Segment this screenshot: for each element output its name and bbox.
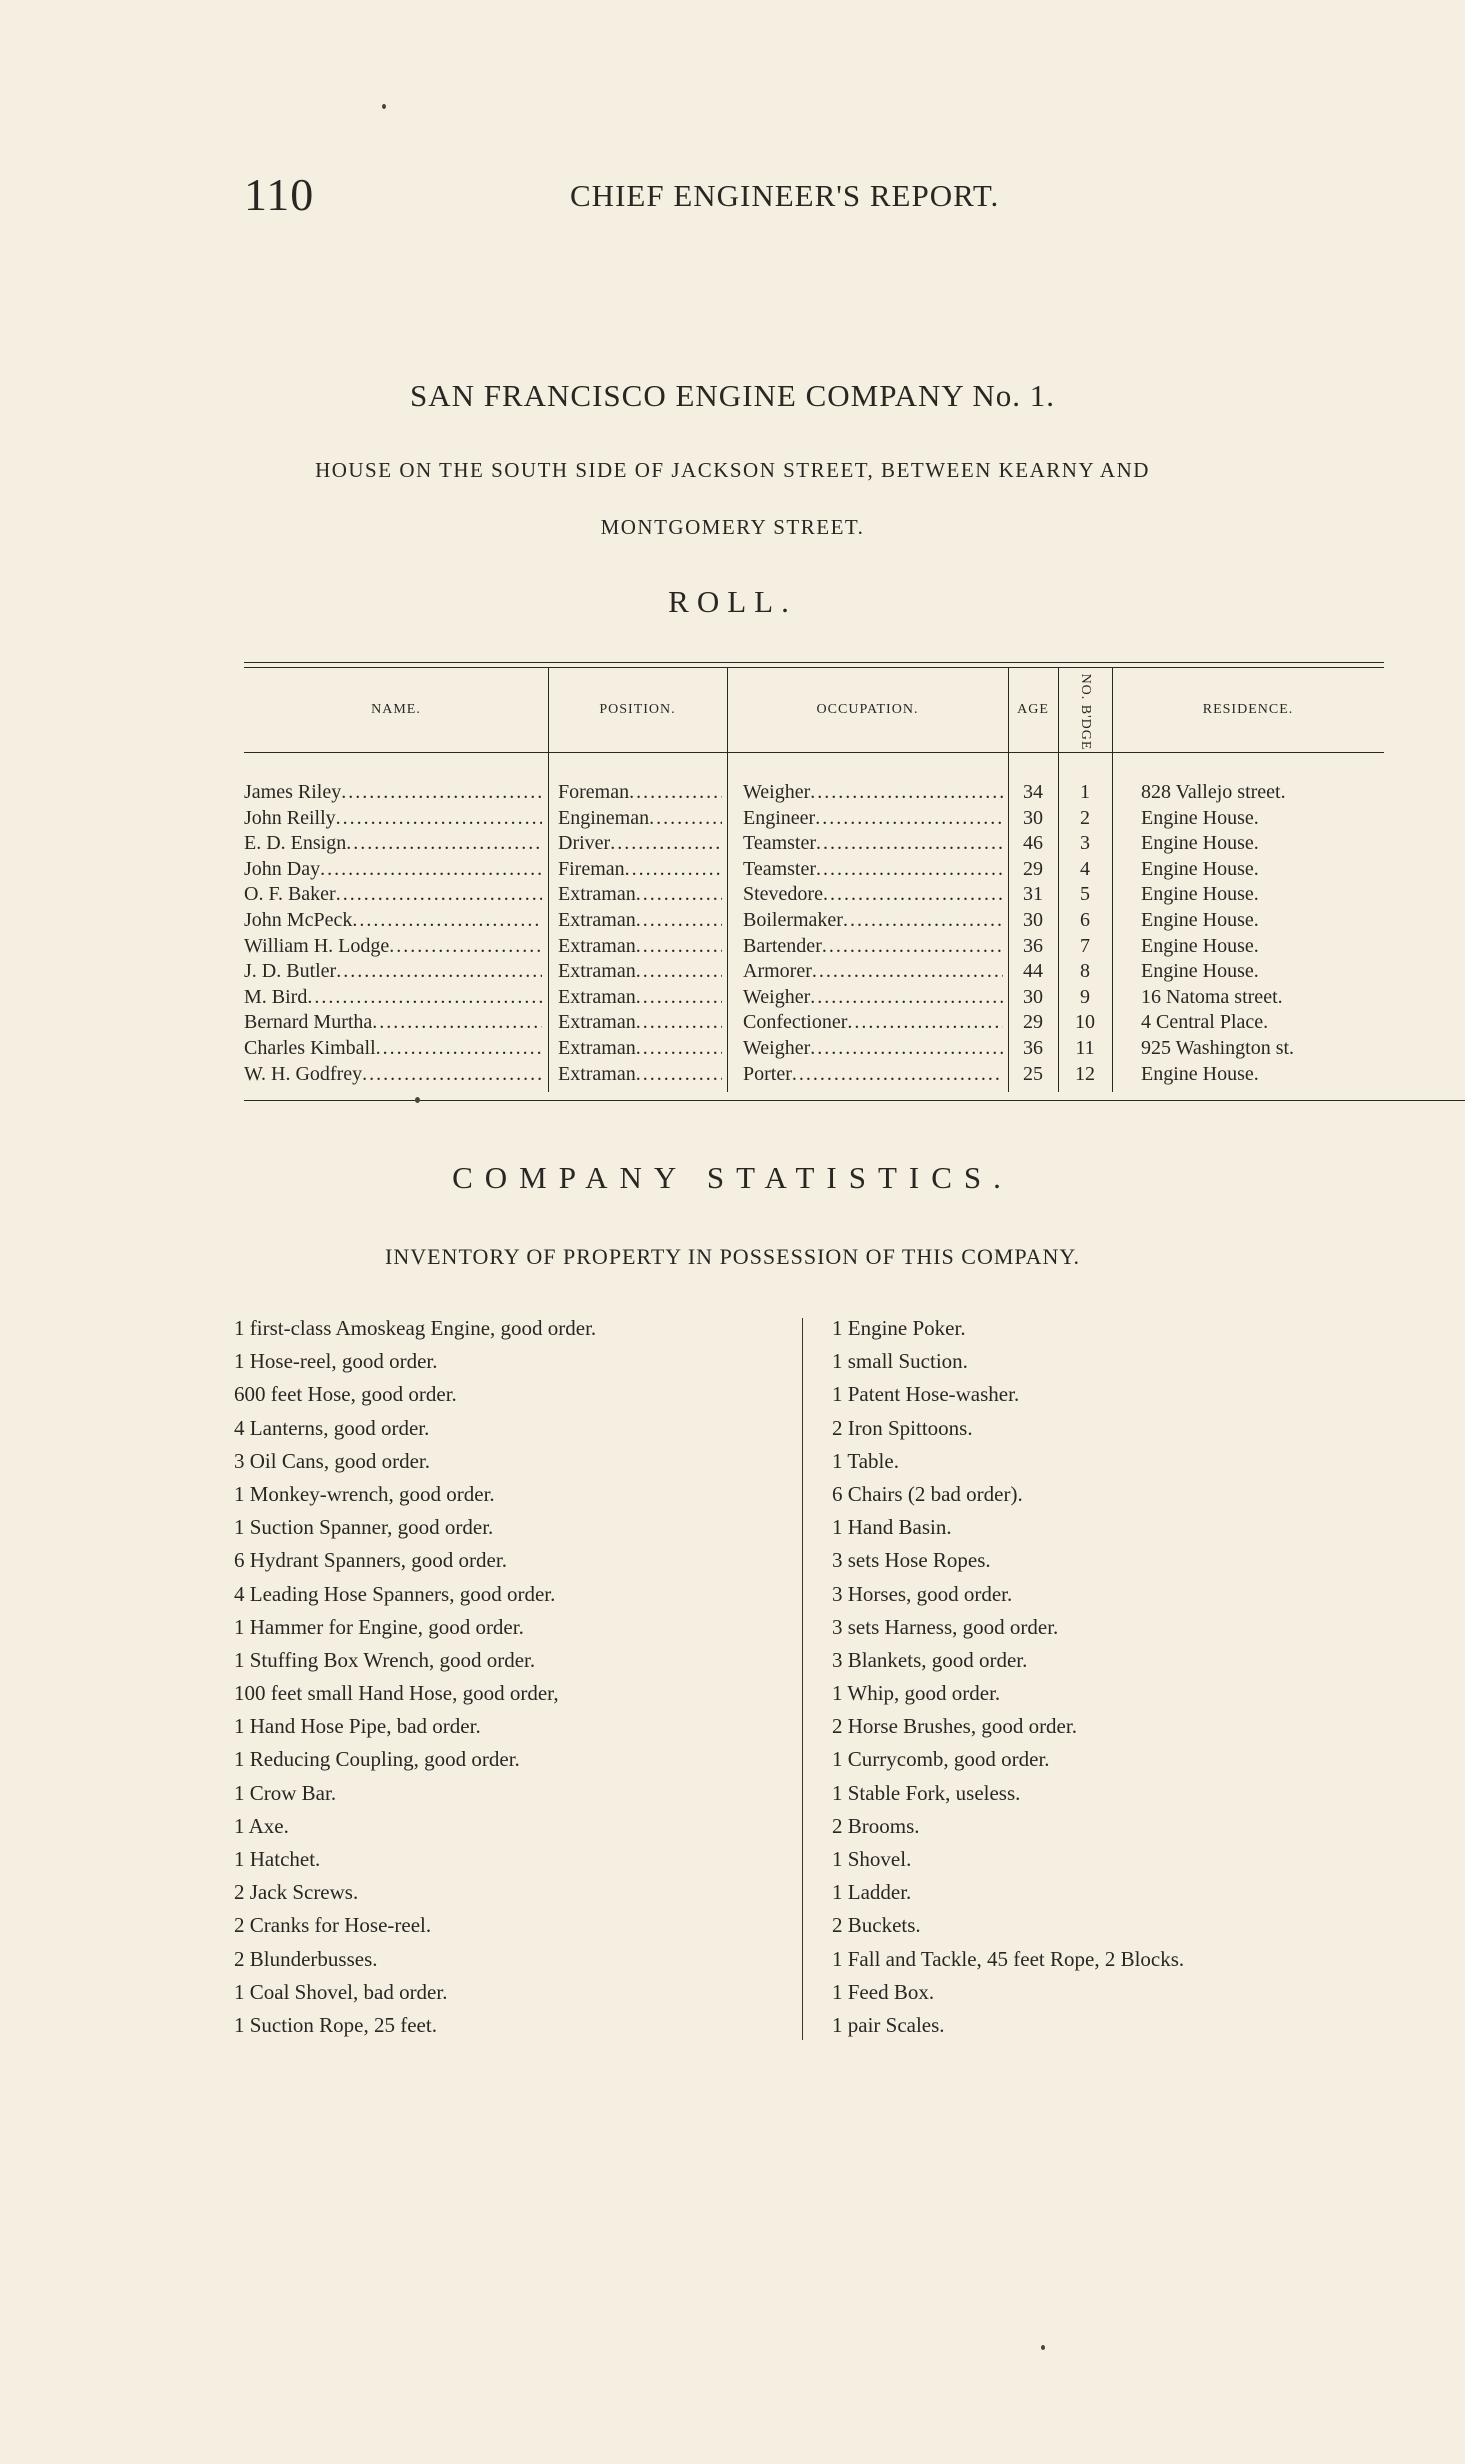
list-item: 1 Engine Poker. (832, 1316, 966, 1340)
table-row (0, 831, 1465, 857)
position-text: Extraman (558, 985, 636, 1008)
table-header-rule (244, 752, 1384, 753)
leader-dots (636, 1010, 722, 1036)
list-item: 1 Stable Fork, useless. (832, 1780, 1021, 1805)
header-residence: RESIDENCE. (1202, 702, 1294, 717)
cell-occupation (743, 780, 1003, 806)
table-top-rule-inner (244, 667, 1384, 668)
cell-name (244, 831, 542, 857)
leader-dots (792, 1062, 1003, 1088)
name-text: John Day (244, 857, 321, 880)
leader-dots (815, 806, 1003, 832)
cell-age: 44 (1023, 960, 1043, 983)
leader-dots (346, 831, 542, 857)
name-text: James Riley (244, 781, 342, 803)
position-text: Extraman (558, 1037, 636, 1059)
header-name: NAME. (371, 702, 421, 717)
leader-dots (629, 780, 722, 806)
list-item: 1 Stuffing Box Wrench, good order. (234, 1647, 536, 1672)
cell-residence: 925 Washington st. (1141, 1037, 1295, 1059)
cell-age: 31 (1023, 883, 1043, 906)
cell-residence: Engine House. (1141, 883, 1259, 906)
leader-dots (810, 1036, 1003, 1062)
cell-badge: 7 (1080, 934, 1090, 957)
house-location-line1: HOUSE ON THE SOUTH SIDE OF JACKSON STREET, BETWEEN KEARNY AND (315, 458, 1150, 482)
occupation-text: Engineer (743, 806, 816, 829)
position-text: Foreman (558, 781, 630, 803)
leader-dots (636, 1062, 722, 1088)
position-text: Fireman (558, 857, 625, 880)
position-text: Engineman (558, 806, 650, 829)
cell-name (244, 1036, 542, 1062)
cell-age: 36 (1023, 934, 1043, 957)
position-text: Extraman (558, 1011, 636, 1034)
ink-mark (382, 104, 386, 109)
cell-occupation (743, 1036, 1003, 1062)
leader-dots (336, 806, 542, 832)
leader-dots (649, 806, 722, 832)
table-row (0, 806, 1465, 832)
occupation-text: Confectioner (743, 1011, 848, 1034)
name-text: Charles Kimball (244, 1037, 376, 1059)
leader-dots (810, 780, 1003, 806)
list-item: 1 Shovel. (832, 1847, 912, 1871)
table-row (0, 882, 1465, 908)
cell-badge: 6 (1080, 909, 1090, 931)
cell-name (244, 1062, 542, 1088)
list-item: 3 Horses, good order. (832, 1581, 1013, 1606)
cell-name (244, 857, 542, 883)
cell-name (244, 934, 542, 960)
column-divider (802, 1318, 803, 2040)
statistics-title: COMPANY STATISTICS. (452, 1160, 1013, 1195)
cell-occupation (743, 934, 1003, 960)
cell-occupation (743, 831, 1003, 857)
name-text: John Reilly (244, 806, 336, 829)
inventory-title: INVENTORY OF PROPERTY IN POSSESSION OF THIS COMPANY. (385, 1244, 1080, 1269)
list-item: 6 Hydrant Spanners, good order. (234, 1548, 507, 1573)
occupation-text: Boilermaker (743, 909, 843, 931)
position-text: Extraman (558, 1062, 636, 1085)
company-title: SAN FRANCISCO ENGINE COMPANY No. 1. (409, 378, 1056, 413)
name-text: O. F. Baker (244, 883, 336, 906)
occupation-text: Stevedore (743, 883, 823, 906)
cell-residence: Engine House. (1141, 857, 1259, 880)
list-item: 1 Suction Rope, 25 feet. (234, 2012, 437, 2037)
leader-dots (636, 1036, 722, 1062)
leader-dots (372, 1010, 542, 1036)
leader-dots (389, 934, 542, 960)
list-item: 1 Patent Hose-washer. (832, 1382, 1020, 1407)
occupation-text: Teamster (743, 832, 817, 855)
list-item: 3 sets Hose Ropes. (832, 1548, 991, 1573)
name-text: M. Bird (244, 985, 308, 1008)
table-row (0, 1010, 1465, 1036)
cell-name (244, 985, 542, 1011)
occupation-text: Porter (743, 1062, 792, 1085)
cell-occupation (743, 806, 1003, 832)
name-text: E. D. Ensign (244, 832, 347, 855)
table-row (0, 780, 1465, 806)
list-item: 1 Currycomb, good order. (832, 1747, 1050, 1772)
leader-dots (610, 831, 722, 857)
cell-occupation (743, 882, 1003, 908)
list-item: 4 Leading Hose Spanners, good order. (234, 1581, 556, 1606)
list-item: 1 Suction Spanner, good order. (234, 1515, 494, 1540)
list-item: 1 first-class Amoskeag Engine, good order. (234, 1316, 597, 1340)
header-occupation: OCCUPATION. (816, 702, 919, 717)
ink-mark (1041, 2345, 1045, 2350)
cell-residence: 828 Vallejo street. (1141, 781, 1286, 803)
cell-age: 29 (1023, 1011, 1043, 1034)
position-text: Extraman (558, 883, 636, 906)
name-text: John McPeck (244, 909, 353, 931)
list-item: 6 Chairs (2 bad order). (832, 1481, 1023, 1506)
cell-name (244, 959, 542, 985)
cell-occupation (743, 985, 1003, 1011)
occupation-text: Armorer (743, 960, 812, 983)
cell-position (558, 959, 722, 985)
position-text: Driver (558, 832, 611, 855)
list-item: 1 Table. (832, 1448, 899, 1473)
table-row (0, 934, 1465, 960)
leader-dots (625, 857, 722, 883)
leader-dots (843, 908, 1003, 934)
leader-dots (636, 985, 722, 1011)
list-item: 2 Buckets. (832, 1913, 921, 1938)
list-item: 2 Brooms. (832, 1813, 920, 1838)
header-age: AGE (1017, 702, 1049, 717)
cell-position (558, 908, 722, 934)
leader-dots (823, 882, 1003, 908)
cell-residence: 4 Central Place. (1141, 1011, 1269, 1034)
cell-badge: 10 (1075, 1011, 1095, 1034)
leader-dots (636, 934, 722, 960)
leader-dots (636, 882, 722, 908)
leader-dots (336, 959, 542, 985)
list-item: 1 Reducing Coupling, good order. (234, 1747, 520, 1772)
list-item: 1 Ladder. (832, 1880, 912, 1905)
cell-occupation (743, 1010, 1003, 1036)
header-badge (1058, 672, 1112, 752)
cell-name (244, 908, 542, 934)
list-item: 1 Hand Hose Pipe, bad order. (234, 1714, 481, 1739)
occupation-text: Bartender (743, 934, 822, 957)
name-text: W. H. Godfrey (244, 1062, 363, 1085)
list-item: 1 Crow Bar. (234, 1780, 337, 1805)
list-item: 1 Hose-reel, good order. (234, 1349, 438, 1374)
position-text: Extraman (558, 909, 636, 931)
house-location-line2: MONTGOMERY STREET. (600, 515, 865, 539)
cell-age: 46 (1023, 832, 1043, 855)
cell-badge: 1 (1080, 781, 1090, 803)
table-row (0, 959, 1465, 985)
cell-position (558, 934, 722, 960)
list-item: 2 Horse Brushes, good order. (832, 1714, 1077, 1739)
leader-dots (636, 959, 722, 985)
cell-position (558, 831, 722, 857)
occupation-text: Weigher (743, 1037, 811, 1059)
position-text: Extraman (558, 960, 636, 983)
cell-position (558, 1036, 722, 1062)
cell-residence: Engine House. (1141, 960, 1259, 983)
leader-dots (822, 934, 1003, 960)
table-row (0, 1062, 1465, 1088)
list-item: 4 Lanterns, good order. (234, 1415, 430, 1440)
page-number: 110 (244, 169, 315, 220)
list-item: 1 Coal Shovel, bad order. (234, 1979, 448, 2004)
table-row (0, 985, 1465, 1011)
cell-age: 29 (1023, 857, 1043, 880)
cell-occupation (743, 959, 1003, 985)
cell-badge: 4 (1080, 857, 1090, 880)
cell-occupation (743, 857, 1003, 883)
list-item: 1 small Suction. (832, 1349, 968, 1374)
leader-dots (812, 959, 1003, 985)
occupation-text: Weigher (743, 985, 811, 1008)
position-text: Extraman (558, 934, 636, 957)
cell-position (558, 882, 722, 908)
leader-dots (320, 857, 542, 883)
cell-name (244, 1010, 542, 1036)
list-item: 1 Whip, good order. (832, 1681, 1001, 1706)
list-item: 3 sets Harness, good order. (832, 1614, 1059, 1639)
cell-residence: 16 Natoma street. (1141, 985, 1283, 1008)
cell-name (244, 882, 542, 908)
table-top-rule (244, 662, 1384, 663)
leader-dots (376, 1036, 542, 1062)
list-item: 1 Hatchet. (234, 1847, 321, 1871)
leader-dots (352, 908, 542, 934)
name-text: Bernard Murtha (244, 1011, 373, 1034)
list-item: 1 Hand Basin. (832, 1515, 952, 1540)
cell-position (558, 857, 722, 883)
header-badge-label: NO. B'DGE (1078, 673, 1093, 751)
cell-name (244, 780, 542, 806)
cell-badge: 3 (1080, 832, 1090, 855)
leader-dots (336, 882, 542, 908)
cell-badge: 9 (1080, 985, 1090, 1008)
list-item: 1 Fall and Tackle, 45 feet Rope, 2 Blocks. (832, 1946, 1185, 1971)
running-title: CHIEF ENGINEER'S REPORT. (570, 178, 1000, 213)
header-position: POSITION. (599, 702, 676, 717)
cell-occupation (743, 908, 1003, 934)
cell-age: 30 (1023, 806, 1043, 829)
list-item: 100 feet small Hand Hose, good order, (234, 1681, 559, 1706)
inventory-list-left (234, 1312, 596, 2042)
cell-residence: Engine House. (1141, 806, 1259, 829)
cell-age: 30 (1023, 985, 1043, 1008)
table-bottom-rule (244, 1100, 1465, 1101)
cell-occupation (743, 1062, 1003, 1088)
cell-age: 25 (1023, 1062, 1043, 1085)
roll-heading: ROLL. (668, 584, 797, 619)
leader-dots (341, 780, 542, 806)
ink-mark (415, 1097, 420, 1103)
list-item: 600 feet Hose, good order. (234, 1382, 457, 1407)
cell-badge: 11 (1075, 1037, 1095, 1059)
cell-badge: 5 (1080, 883, 1090, 906)
leader-dots (307, 985, 542, 1011)
cell-residence: Engine House. (1141, 909, 1259, 931)
leader-dots (810, 985, 1003, 1011)
cell-age: 36 (1023, 1037, 1043, 1059)
cell-residence: Engine House. (1141, 934, 1259, 957)
occupation-text: Teamster (743, 857, 817, 880)
cell-age: 34 (1023, 781, 1043, 803)
table-row (0, 857, 1465, 883)
cell-residence: Engine House. (1141, 832, 1259, 855)
leader-dots (636, 908, 722, 934)
leader-dots (362, 1062, 542, 1088)
list-item: 3 Oil Cans, good order. (234, 1448, 430, 1473)
cell-residence: Engine House. (1141, 1062, 1259, 1085)
occupation-text: Weigher (743, 781, 811, 803)
list-item: 1 Monkey-wrench, good order. (234, 1481, 495, 1506)
cell-position (558, 780, 722, 806)
inventory-list-right (832, 1312, 1184, 2042)
cell-position (558, 806, 722, 832)
cell-badge: 12 (1075, 1062, 1095, 1085)
list-item: 2 Jack Screws. (234, 1880, 359, 1905)
cell-position (558, 985, 722, 1011)
table-row (0, 908, 1465, 934)
leader-dots (816, 831, 1003, 857)
cell-name (244, 806, 542, 832)
list-item: 1 pair Scales. (832, 2012, 945, 2037)
name-text: William H. Lodge (244, 934, 390, 957)
list-item: 2 Cranks for Hose-reel. (234, 1913, 432, 1938)
leader-dots (816, 857, 1003, 883)
list-item: 3 Blankets, good order. (832, 1647, 1028, 1672)
list-item: 2 Blunderbusses. (234, 1946, 378, 1971)
cell-position (558, 1062, 722, 1088)
cell-badge: 2 (1080, 806, 1090, 829)
leader-dots (847, 1010, 1003, 1036)
list-item: 1 Hammer for Engine, good order. (234, 1614, 524, 1639)
cell-age: 30 (1023, 909, 1043, 931)
list-item: 1 Axe. (234, 1813, 289, 1838)
name-text: J. D. Butler (244, 960, 337, 983)
cell-position (558, 1010, 722, 1036)
table-row (0, 1036, 1465, 1062)
cell-badge: 8 (1080, 960, 1090, 983)
list-item: 1 Feed Box. (832, 1979, 935, 2004)
list-item: 2 Iron Spittoons. (832, 1415, 973, 1440)
